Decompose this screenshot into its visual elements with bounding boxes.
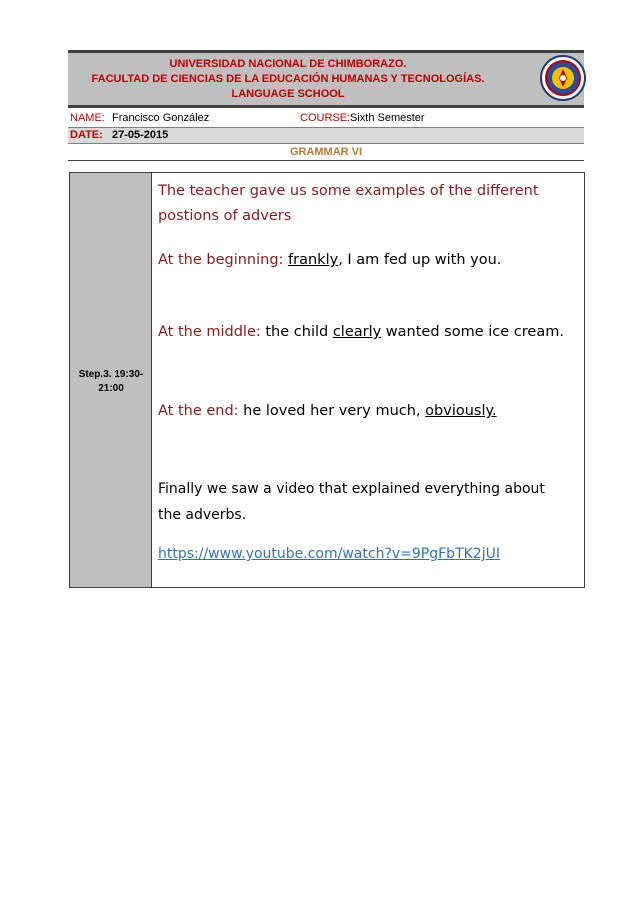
- beginning-example: [158, 248, 501, 272]
- university-seal-icon: [540, 55, 586, 101]
- intro-line-1: The teacher gave us some examples of the different: [158, 183, 539, 199]
- beginning-adverb: frankly: [288, 252, 339, 268]
- middle-adverb: clearly: [332, 324, 382, 340]
- step-column: [70, 173, 152, 587]
- date-value: 27-05-2015: [112, 129, 169, 141]
- course-value: Sixth Semester: [350, 112, 425, 124]
- name-course-row: [68, 111, 584, 128]
- name-value: Francisco González: [112, 112, 210, 124]
- date-row: [68, 128, 584, 144]
- middle-label: At the middle:: [158, 324, 261, 340]
- intro-line-2: postions of advers: [158, 208, 292, 224]
- middle-sentence-end: wanted some ice cream.: [381, 324, 564, 340]
- middle-example: [158, 320, 564, 344]
- step-label: [70, 368, 152, 396]
- video-link[interactable]: https://www.youtube.com/watch?v=9PgFbTK2jUI: [158, 546, 500, 562]
- step-label-line1: Step.3. 19:30-: [78, 369, 144, 380]
- university-header: [68, 50, 584, 108]
- course-label: COURSE:: [300, 112, 351, 124]
- section-title: GRAMMAR VI: [289, 146, 363, 158]
- middle-sentence-start: the child: [260, 324, 333, 340]
- beginning-label: At the beginning:: [158, 252, 284, 268]
- end-sentence-start: he loved her very much,: [238, 403, 426, 419]
- name-label: NAME:: [70, 112, 105, 124]
- step-label-line2: 21:00: [98, 383, 124, 394]
- end-adverb: obviously.: [425, 403, 497, 419]
- final-line-1: Finally we saw a video that explained everything about: [158, 481, 545, 497]
- section-title-row: [68, 144, 584, 161]
- beginning-sentence: , I am fed up with you.: [338, 252, 502, 268]
- activity-table: [69, 172, 585, 588]
- end-label: At the end:: [158, 403, 239, 419]
- header-text: [68, 57, 508, 102]
- date-label: DATE:: [70, 129, 103, 141]
- end-example: [158, 399, 497, 423]
- faculty-name: FACULTAD DE CIENCIAS DE LA EDUCACIÓN HUMANAS Y TECNOLOGÍAS.: [91, 73, 485, 85]
- school-name: LANGUAGE SCHOOL: [231, 88, 345, 100]
- final-line-2: the adverbs.: [158, 507, 247, 523]
- university-name: UNIVERSIDAD NACIONAL DE CHIMBORAZO.: [169, 58, 407, 70]
